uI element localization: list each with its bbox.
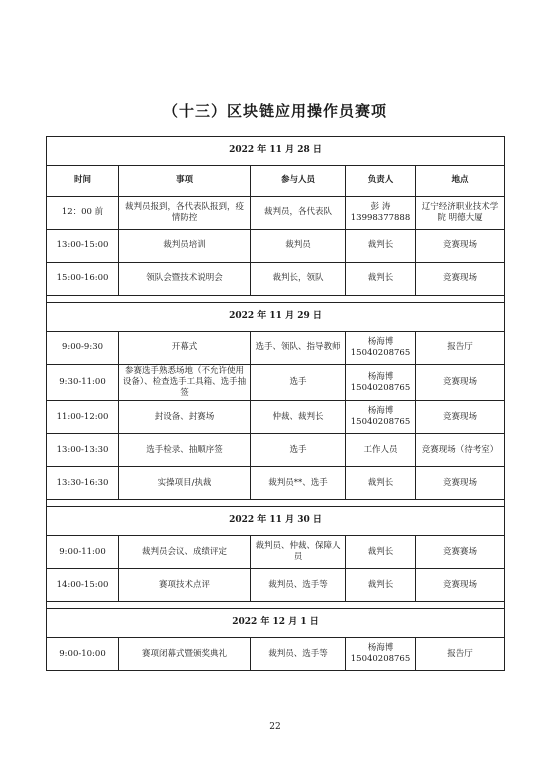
table-cell: 参赛选手熟悉场地（不允许使用设备）、检查选手工具箱、选手抽签 (119, 365, 251, 401)
table-cell: 14:00-15:00 (47, 569, 119, 602)
table-row (47, 434, 505, 467)
table-cell: 竞赛现场 (416, 467, 505, 500)
spacer-row (47, 296, 505, 303)
column-header: 负责人 (346, 166, 416, 197)
table-row (47, 401, 505, 434)
table-cell: 裁判员**、选手 (251, 467, 346, 500)
column-header: 事项 (119, 166, 251, 197)
table-row (47, 197, 505, 230)
table-cell: 裁判员 (251, 230, 346, 263)
column-header: 时间 (47, 166, 119, 197)
table-cell: 裁判员，各代表队 (251, 197, 346, 230)
table-cell: 9:00-11:00 (47, 536, 119, 569)
table-cell: 12：00 前 (47, 197, 119, 230)
table-cell: 裁判长 (346, 230, 416, 263)
table-cell: 彭 涛 13998377888 (346, 197, 416, 230)
table-cell: 选手 (251, 365, 346, 401)
date-row (47, 609, 505, 638)
spacer-cell (47, 500, 505, 507)
date-row (47, 137, 505, 166)
table-cell: 裁判长 (346, 536, 416, 569)
date-row (47, 303, 505, 332)
table-row (47, 263, 505, 296)
table-cell: 仲裁、裁判长 (251, 401, 346, 434)
page-number: 22 (269, 722, 281, 732)
table-cell: 裁判长 (346, 467, 416, 500)
table-cell: 竞赛现场 (416, 365, 505, 401)
table-cell: 11:00-12:00 (47, 401, 119, 434)
table-cell: 杨海博 15040208765 (346, 365, 416, 401)
date-cell: 2022 年 12 月 1 日 (47, 609, 505, 638)
date-row (47, 507, 505, 536)
table-cell: 报告厅 (416, 638, 505, 671)
table-cell: 杨海博 15040208765 (346, 401, 416, 434)
table-cell: 选手、领队、指导教师 (251, 332, 346, 365)
table-cell: 竞赛现场 (416, 230, 505, 263)
column-header: 地点 (416, 166, 505, 197)
header-row (47, 166, 505, 197)
table-cell: 报告厅 (416, 332, 505, 365)
table-cell: 裁判长，领队 (251, 263, 346, 296)
table-cell: 竞赛赛场 (416, 536, 505, 569)
table-cell: 杨海博 15040208765 (346, 638, 416, 671)
table-cell: 13:00-15:00 (47, 230, 119, 263)
table-cell: 竞赛现场 (416, 569, 505, 602)
table-cell: 9:00-10:00 (47, 638, 119, 671)
table-cell: 裁判长 (346, 263, 416, 296)
schedule-body (47, 137, 505, 671)
table-cell: 9:30-11:00 (47, 365, 119, 401)
table-cell: 竞赛现场 (416, 401, 505, 434)
table-cell: 杨海博 15040208765 (346, 332, 416, 365)
table-cell: 裁判员、选手等 (251, 569, 346, 602)
table-cell: 竞赛现场 (416, 263, 505, 296)
table-cell: 9:00-9:30 (47, 332, 119, 365)
table-cell: 裁判员会议、成绩评定 (119, 536, 251, 569)
table-cell: 裁判员培训 (119, 230, 251, 263)
table-cell: 13:30-16:30 (47, 467, 119, 500)
table-row (47, 569, 505, 602)
table-cell: 竞赛现场（待考室） (416, 434, 505, 467)
table-row (47, 536, 505, 569)
table-cell: 封设备、封赛场 (119, 401, 251, 434)
table-row (47, 467, 505, 500)
table-cell: 工作人员 (346, 434, 416, 467)
table-cell: 赛项技术点评 (119, 569, 251, 602)
table-cell: 赛项闭幕式暨颁奖典礼 (119, 638, 251, 671)
table-cell: 裁判员报到，各代表队报到，疫情防控 (119, 197, 251, 230)
table-cell: 选手 (251, 434, 346, 467)
date-cell: 2022 年 11 月 28 日 (47, 137, 505, 166)
table-cell: 裁判长 (346, 569, 416, 602)
page-title: （十三）区块链应用操作员赛项 (162, 102, 387, 120)
table-row (47, 230, 505, 263)
spacer-cell (47, 602, 505, 609)
table-row (47, 638, 505, 671)
column-header: 参与人员 (251, 166, 346, 197)
date-cell: 2022 年 11 月 30 日 (47, 507, 505, 536)
spacer-cell (47, 296, 505, 303)
table-cell: 辽宁经济职业技术学院 明德大厦 (416, 197, 505, 230)
spacer-row (47, 500, 505, 507)
schedule-table (46, 136, 505, 671)
spacer-row (47, 602, 505, 609)
table-cell: 裁判员、选手等 (251, 638, 346, 671)
table-cell: 开幕式 (119, 332, 251, 365)
table-cell: 选手检录、抽顺序签 (119, 434, 251, 467)
table-row (47, 332, 505, 365)
table-row (47, 365, 505, 401)
table-cell: 15:00-16:00 (47, 263, 119, 296)
table-cell: 13:00-13:30 (47, 434, 119, 467)
table-cell: 实操项目/执裁 (119, 467, 251, 500)
date-cell: 2022 年 11 月 29 日 (47, 303, 505, 332)
table-cell: 领队会暨技术说明会 (119, 263, 251, 296)
table-cell: 裁判员、仲裁、保障人员 (251, 536, 346, 569)
